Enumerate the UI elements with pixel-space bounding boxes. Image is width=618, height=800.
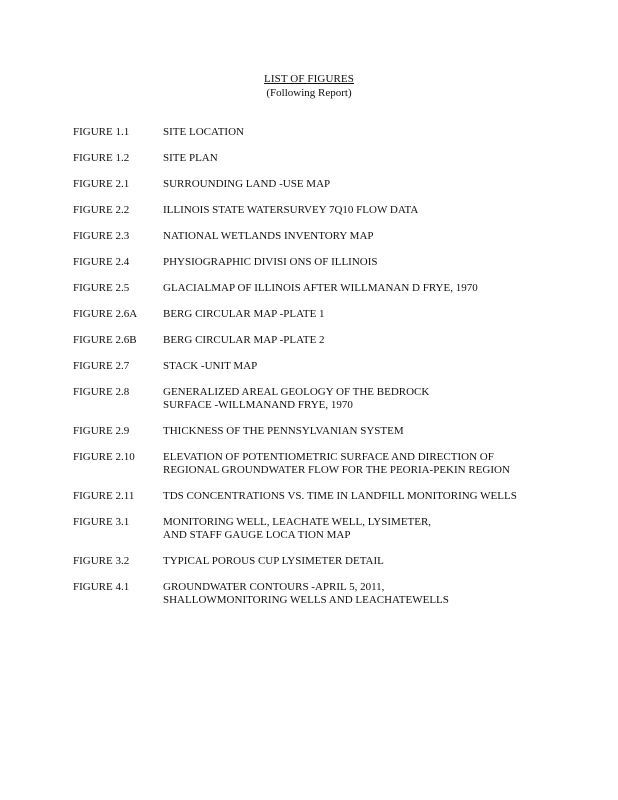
- figure-title-line: PHYSIOGRAPHIC DIVISI ONS OF ILLINOIS: [163, 256, 378, 268]
- figure-number: FIGURE 2.10: [73, 451, 135, 463]
- figure-title-line: MONITORING WELL, LEACHATE WELL, LYSIMETER,: [163, 516, 432, 528]
- figure-title: [163, 178, 593, 191]
- figure-title-line: STACK -UNIT MAP: [163, 360, 258, 372]
- figure-entry: [73, 555, 593, 568]
- figure-entry: [73, 451, 593, 477]
- figure-number: FIGURE 2.5: [73, 282, 130, 294]
- figure-number: FIGURE 3.2: [73, 555, 130, 567]
- figure-number: FIGURE 2.7: [73, 360, 130, 372]
- figure-number: FIGURE 3.1: [73, 516, 130, 528]
- figure-title: [163, 308, 593, 321]
- figure-title: [163, 126, 593, 139]
- figure-entry: [73, 152, 593, 165]
- figure-entry: [73, 516, 593, 542]
- figure-title-line: REGIONAL GROUNDWATER FLOW FOR THE PEORIA-PEKIN REGION: [163, 464, 510, 476]
- figure-number: FIGURE 2.6A: [73, 308, 138, 320]
- figure-title: [163, 516, 593, 542]
- figure-title-line: THICKNESS OF THE PENNSYLVANIAN SYSTEM: [163, 425, 404, 437]
- page-title: LIST OF FIGURES: [264, 73, 354, 85]
- figure-entry: [73, 425, 593, 438]
- figure-entry: [73, 386, 593, 412]
- figure-title: [163, 256, 593, 269]
- figure-title-line: GROUNDWATER CONTOURS -APRIL 5, 2011,: [163, 581, 385, 593]
- figure-number: FIGURE 2.8: [73, 386, 130, 398]
- figure-entry: [73, 256, 593, 269]
- figure-number: FIGURE 2.6B: [73, 334, 137, 346]
- figure-number: FIGURE 2.2: [73, 204, 130, 216]
- figure-number: FIGURE 1.2: [73, 152, 130, 164]
- figure-entry: [73, 282, 593, 295]
- figure-list: [73, 126, 593, 620]
- figure-title-line: GLACIALMAP OF ILLINOIS AFTER WILLMANAN D FRYE, 1970: [163, 282, 478, 294]
- figure-entry: [73, 230, 593, 243]
- figure-number: FIGURE 2.3: [73, 230, 130, 242]
- figure-entry: [73, 334, 593, 347]
- figure-title: [163, 490, 593, 503]
- figure-title: [163, 230, 593, 243]
- figure-title: [163, 386, 593, 412]
- figure-title-line: ELEVATION OF POTENTIOMETRIC SURFACE AND DIRECTION OF: [163, 451, 494, 463]
- figure-number: FIGURE 4.1: [73, 581, 130, 593]
- page-subtitle: (Following Report): [266, 87, 352, 99]
- figure-title: [163, 282, 593, 295]
- figure-entry: [73, 126, 593, 139]
- figure-title: [163, 360, 593, 373]
- figure-title-line: NATIONAL WETLANDS INVENTORY MAP: [163, 230, 374, 242]
- figure-entry: [73, 308, 593, 321]
- figure-entry: [73, 178, 593, 191]
- figure-entry: [73, 581, 593, 607]
- figure-entry: [73, 490, 593, 503]
- figure-title-line: TDS CONCENTRATIONS VS. TIME IN LANDFILL MONITORING WELLS: [163, 490, 517, 502]
- figure-title: [163, 204, 593, 217]
- list-heading: [0, 72, 618, 100]
- figure-title: [163, 555, 593, 568]
- figure-entry: [73, 204, 593, 217]
- figure-title: [163, 152, 593, 165]
- figure-number: FIGURE 2.4: [73, 256, 130, 268]
- figure-title-line: TYPICAL POROUS CUP LYSIMETER DETAIL: [163, 555, 384, 567]
- figure-title-line: BERG CIRCULAR MAP -PLATE 2: [163, 334, 325, 346]
- figure-title-line: SHALLOWMONITORING WELLS AND LEACHATEWELLS: [163, 594, 449, 606]
- figure-title: [163, 334, 593, 347]
- figure-number: FIGURE 1.1: [73, 126, 130, 138]
- figure-number: FIGURE 2.1: [73, 178, 130, 190]
- figure-title-line: SITE PLAN: [163, 152, 218, 164]
- figure-number: FIGURE 2.9: [73, 425, 130, 437]
- figure-title-line: SURFACE -WILLMANAND FRYE, 1970: [163, 399, 353, 411]
- figure-title-line: ILLINOIS STATE WATERSURVEY 7Q10 FLOW DATA: [163, 204, 419, 216]
- figure-title-line: SITE LOCATION: [163, 126, 244, 138]
- figure-title-line: BERG CIRCULAR MAP -PLATE 1: [163, 308, 325, 320]
- figure-title-line: AND STAFF GAUGE LOCA TION MAP: [163, 529, 351, 541]
- figure-title: [163, 451, 593, 477]
- figure-entry: [73, 360, 593, 373]
- figure-title: [163, 581, 593, 607]
- figure-number: FIGURE 2.11: [73, 490, 135, 502]
- figure-title: [163, 425, 593, 438]
- figure-title-line: SURROUNDING LAND -USE MAP: [163, 178, 331, 190]
- figure-title-line: GENERALIZED AREAL GEOLOGY OF THE BEDROCK: [163, 386, 430, 398]
